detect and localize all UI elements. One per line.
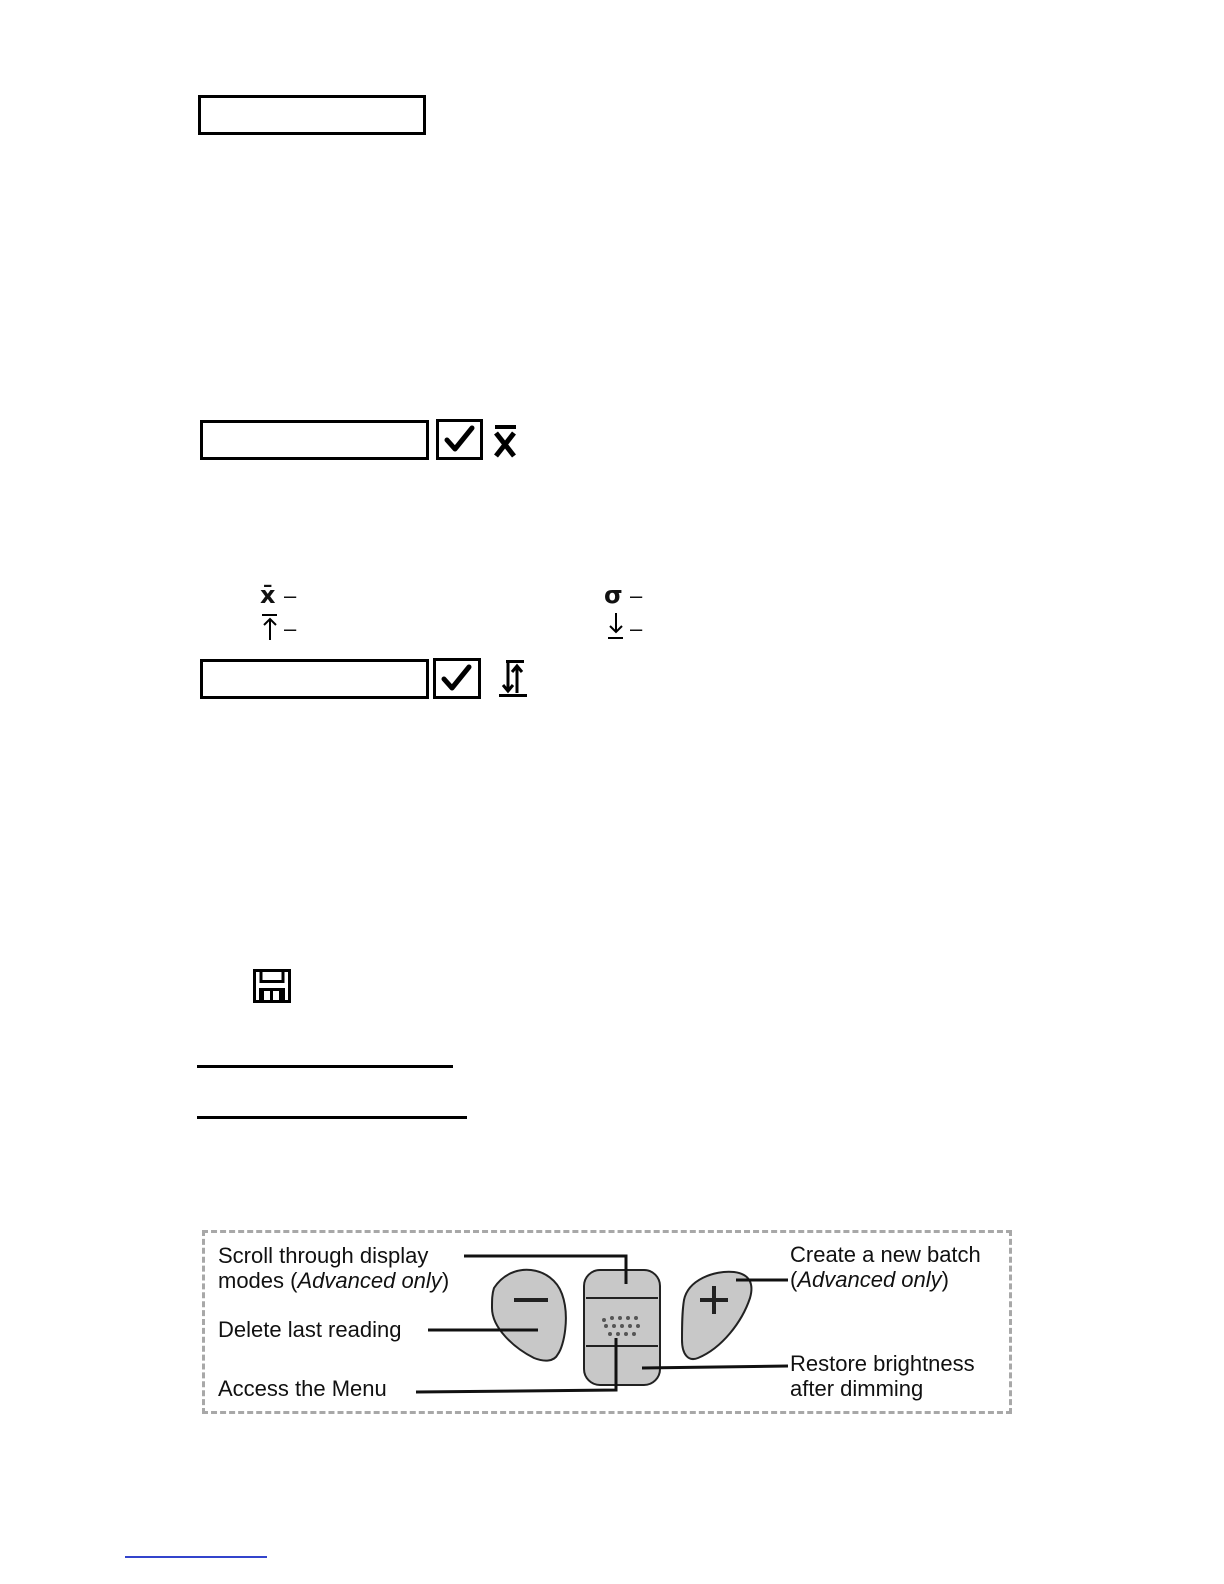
batch-callout-line2: (Advanced only) — [790, 1267, 949, 1292]
restore-callout-line1: Restore brightness — [790, 1351, 975, 1376]
batch-callout — [790, 1242, 981, 1292]
min-icon — [606, 612, 626, 640]
max-min-icon — [498, 659, 528, 699]
field-box-3 — [200, 659, 429, 699]
plus-button-shape — [682, 1272, 751, 1359]
sigma-dash: – — [630, 583, 643, 608]
scroll-callout-line1: Scroll through display — [218, 1243, 429, 1268]
footer-link[interactable] — [125, 1556, 267, 1558]
sigma-symbol: σ — [604, 581, 623, 609]
scroll-callout-line2: modes (Advanced only) — [218, 1268, 450, 1293]
check-icon — [433, 658, 481, 699]
mean-dash: – — [284, 583, 297, 608]
check-icon — [436, 419, 483, 460]
min-dash: – — [630, 616, 643, 641]
rule-1 — [197, 1065, 453, 1068]
x-bar-icon — [493, 424, 519, 458]
restore-callout-line2: after dimming — [790, 1376, 924, 1401]
max-icon — [260, 613, 280, 641]
field-box-2 — [200, 420, 429, 460]
field-box-1 — [198, 95, 426, 135]
delete-callout: Delete last reading — [218, 1317, 402, 1342]
scroll-callout — [218, 1243, 449, 1293]
mean-symbol: x̄ — [260, 581, 276, 609]
minus-button-shape — [492, 1270, 566, 1361]
batch-callout-line1: Create a new batch — [790, 1242, 981, 1267]
floppy-disk-icon — [253, 969, 291, 1003]
max-dash: – — [284, 616, 297, 641]
menu-callout: Access the Menu — [218, 1376, 387, 1401]
restore-callout — [790, 1351, 975, 1401]
rule-2 — [197, 1116, 467, 1119]
